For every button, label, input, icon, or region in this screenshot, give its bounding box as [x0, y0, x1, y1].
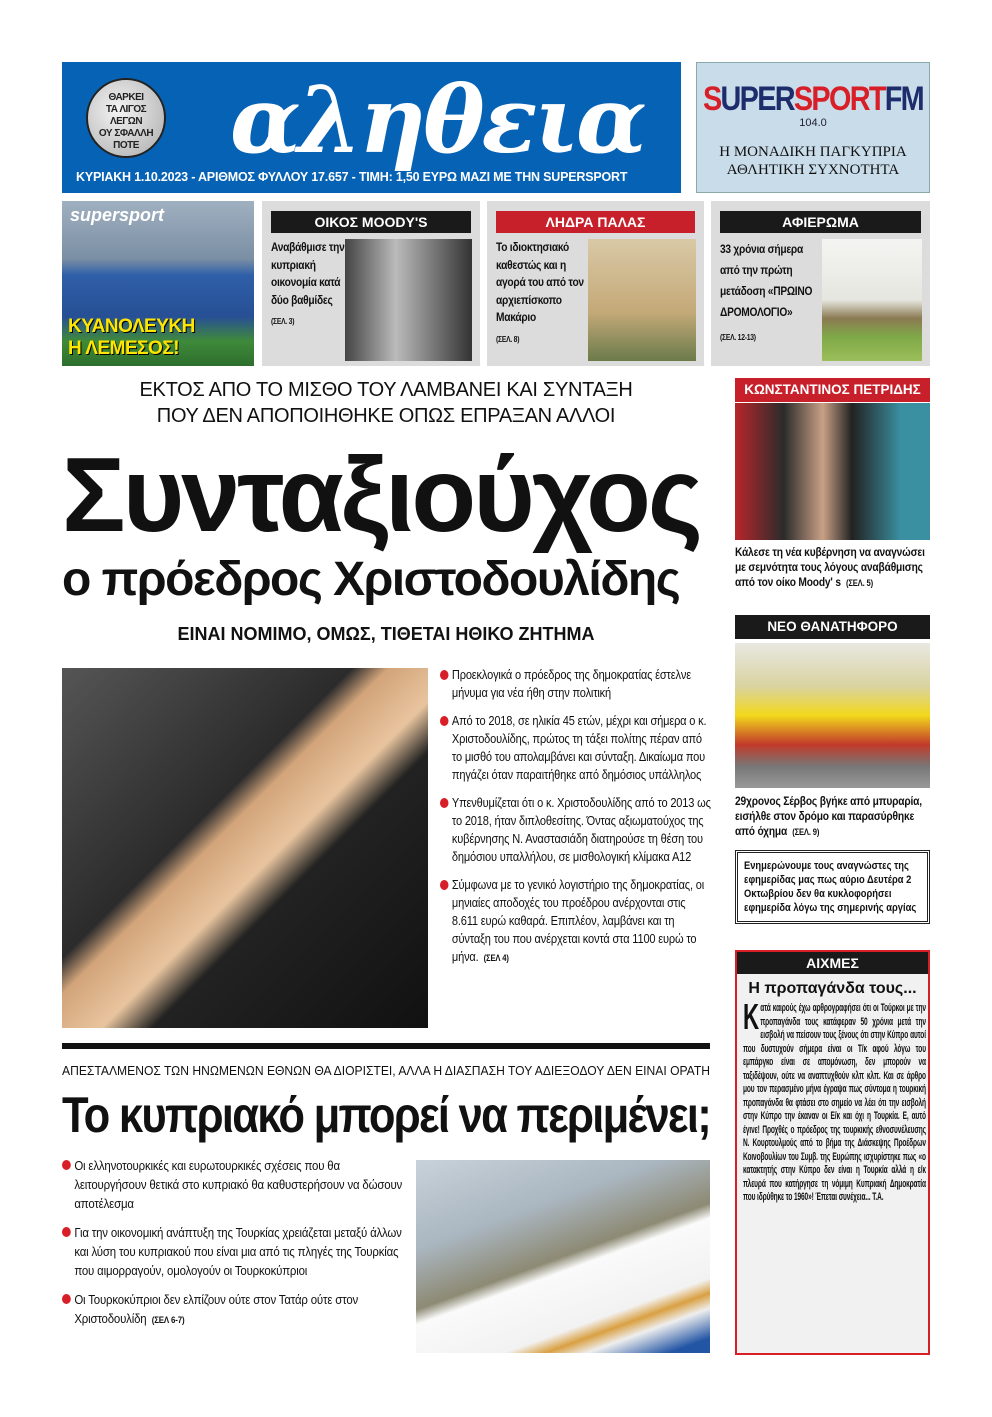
second-bullets: [62, 1156, 407, 1340]
dateline-wrap: [76, 170, 671, 184]
aixmes-column: [735, 950, 930, 1355]
second-kicker-wrap: [62, 1064, 710, 1078]
petridis-caption[interactable]: Κάλεσε τη νέα κυβέρνηση να αναγνώσει με σεμνότητα τους λόγους αναβάθμισης από τον οίκο Moody' s (ΣΕΛ. 5): [735, 545, 925, 589]
teaser-afieroma[interactable]: [711, 201, 930, 366]
supersport-fm-ad[interactable]: [696, 62, 930, 193]
president-photo: [62, 668, 428, 1028]
sport-teaser[interactable]: [62, 201, 254, 366]
radio-building-photo: [822, 239, 922, 361]
masthead: [62, 62, 681, 193]
teaser-header: ΑΦΙΕΡΩΜΑ: [720, 211, 921, 233]
column-title: Η προπαγάνδα τους...: [748, 980, 917, 997]
ad-brand-wrap: [703, 81, 923, 117]
second-kicker: ΑΠΕΣΤΑΛΜΕΝΟΣ ΤΩΝ ΗΝΩΜΕΝΩΝ ΕΘΝΩΝ ΘΑ ΔΙΟΡΙΣΤΕΙ, ΑΛΛΑ Η ΔΙΑΣΠΑΣΗ ΤΟΥ ΑΔΙΕΞΟΔΟΥ ΔΕΝ ΕΙΝΑΙ ΟΡΑΤΗ: [62, 1064, 710, 1078]
lead-bullets: [440, 666, 712, 977]
newspaper-logo-wrap: [230, 66, 670, 174]
second-headline[interactable]: Το κυπριακό μπορεί να περιμένει;: [62, 1087, 710, 1143]
divider: [62, 1043, 710, 1049]
teaser-text: Αναβάθμισε την κυπριακή οικονομία κατά δύο βαθμίδες (ΣΕΛ. 3): [271, 240, 345, 326]
column-title-wrap: [737, 980, 928, 998]
teaser-text: 33 χρόνια σήμερα από την πρώτη μετάδοση «ΠΡΩΙΝΟ ΔΡΟΜΟΛΟΓΙΟ» (ΣΕΛ. 12-13): [720, 242, 813, 342]
bullet-item: Από το 2018, σε ηλικία 45 ετών, μέχρι και σήμερα ο κ. Χριστοδουλίδης, πρώτος τη τάξει πολίτης πέραν από το μισθό του απολαμβάνει και σύνταξη. Δικαίωμα που πηγάζει όταν παραιτήθηκε από δημόσιος υπάλληλος: [440, 712, 712, 784]
dateline: ΚΥΡΙΑΚΗ 1.10.2023 - ΑΡΙΘΜΟΣ ΦΥΛΛΟΥ 17.657 - ΤΙΜΗ: 1,50 ΕΥΡΩ ΜΑΖΙ ΜΕ ΤΗΝ SUPERSPORT: [76, 170, 628, 184]
petridis-header-wrap: [735, 378, 930, 402]
column-header: ΑΙΧΜΕΣ: [737, 952, 928, 974]
fatal-header-wrap: [735, 615, 930, 639]
bullet-item: Προεκλογικά ο πρόεδρος της δημοκρατίας έστελνε μήνυμα για νέα ήθη στην πολιτική: [440, 666, 712, 702]
ad-tagline: Η ΜΟΝΑΔΙΚΗ ΠΑΓΚΥΠΡΙΑ ΑΘΛΗΤΙΚΗ ΣΥΧΝΟΤΗΤΑ: [719, 144, 907, 178]
bullet-item: Σύμφωνα με το γενικό λογιστήριο της δημοκρατίας, οι μηνιαίες αποδοχές του προέδρου ανέρχονται στις 8.611 ευρώ καθαρά. Επιπλέον, λαμβάνει και τη σύνταξη του που ανέρχεται κοντά στα 1100 ευρώ το μήνα. (ΣΕΛ 4): [440, 876, 712, 967]
bullet-item: Οι Τουρκοκύπριοι δεν ελπίζουν ούτε στον Τατάρ ούτε στον Χριστοδουλίδη (ΣΕΛ 6-7): [62, 1290, 407, 1330]
ad-brand: SUPERSPORTFM: [703, 80, 923, 118]
bullet-item: Υπενθυμίζεται ότι ο κ. Χριστοδουλίδης από το 2013 ως το 2018, ήταν διπλοθεσίτης. Όντας αξιωματούχος της κυβέρνησης Ν. Αναστασιάδη διατηρούσε τη θέση του δημόσιου υπαλλήλου, σε μισθολογική κλίμακα Α12: [440, 794, 712, 866]
lead-subheadline-wrap: [62, 552, 710, 608]
moodys-photo: [345, 239, 472, 361]
lead-deck: ΕΙΝΑΙ ΝΟΜΙΜΟ, ΟΜΩΣ, ΤΙΘΕΤΑΙ ΗΘΙΚΟ ΖΗΤΗΜΑ: [177, 624, 595, 644]
sport-caption: ΚΥΑΝΟΛΕΥΚΗ Η ΛΕΜΕΣΟΣ!: [68, 316, 195, 359]
notice-text: Ενημερώνουμε τους αναγνώστες της εφημερίδας μας πως αύριο Δευτέρα 2 Οκτωβρίου δεν θα κυκλοφορήσει εφημερίδα λόγω της σημερινής αργίας: [744, 860, 917, 914]
notice-box: [735, 850, 930, 924]
column-body: Κατά καιρούς έχω αρθρογραφήσει ότι οι Τούρκοι με την προπαγάνδα τους κατάφεραν 50 χρόνια μετά την εισβολή να πείσουν τους ξένους ότι στην Κύπρο αυτοί που δυστυχούν σήμερα είναι οι Τ/κ αφού λόγω του εμπάργκο είναι σε απομόνωση, δεν μπορούν να ταξιδέψουν, ούτε να αναπτυχθούν κλπ κλπ. Και σε άρθρο μου τον περασμένο μήνα έγραψα πως σύντομα η τουρκική προπαγάνδα θα φτάσει στο σημείο να λέει ότι την εισβολή στην Κύπρο την έκαναν οι Ε/κ και όχι η Τουρκία. Ε, αυτό έγινε! Προχθές ο πρόεδρος της τουρκικής εθνοσυνέλευσης Ν. Κουρτουλμούς από το βήμα της Διάσκεψης Προέδρων Κοινοβουλίων του Συμβ. της Ευρώπης ισχυρίστηκε πως «ο κατακτητής στην Κύπρο δεν είναι η Τουρκία αλλά η ε/κ πλευρά που κατήργησε τη νόμιμη Κυπριακή Δημοκρατία που ιδρύθηκε το 1960»! Έπεται συνέχεια... Τ.Α.: [743, 996, 926, 1203]
seal-logo: ΘΑΡΚΕΙ ΤΑ ΛΙΓΟΣ ΛΕΓΩΝ ΟΥ ΣΦΑΛΛΗ ΠΟΤΕ: [86, 78, 166, 158]
teaser-moodys[interactable]: [262, 201, 480, 366]
lead-kicker: ΕΚΤΟΣ ΑΠΟ ΤΟ ΜΙΣΘΟ ΤΟΥ ΛΑΜΒΑΝΕΙ ΚΑΙ ΣΥΝΤΑΞΗ ΠΟΥ ΔΕΝ ΑΠΟΠΟΙΗΘΗΚΕ ΟΠΩΣ ΕΠΡΑΞΑΝ ΑΛΛΟΙ: [139, 379, 633, 427]
ambulance-photo: [735, 643, 930, 788]
bullet-item: Οι ελληνοτουρκικές και ευρωτουρκικές σχέσεις που θα λειτουργήσουν θετικά στο κυπριακό θα καθυστερήσουν να δώσουν αποτέλεσμα: [62, 1156, 407, 1213]
teaser-header: ΟΙΚΟΣ MOODY'S: [271, 211, 471, 233]
lead-headline-wrap[interactable]: [62, 436, 722, 554]
ad-frequency: 104.0: [799, 117, 827, 129]
teaser-header: ΛΗΔΡΑ ΠΑΛΑΣ: [496, 211, 695, 233]
flags-photo: [416, 1160, 710, 1353]
teaser-text: Το ιδιοκτησιακό καθεστώς και η αγορά του από τον αρχιεπίσκοπο Μακάριο (ΣΕΛ. 8): [496, 240, 584, 344]
supersport-brand: supersport: [70, 205, 165, 225]
lead-headline[interactable]: Συνταξιούχος: [62, 436, 700, 554]
teaser-ledra-palace[interactable]: [487, 201, 704, 366]
newspaper-logo: αληθεια: [230, 66, 644, 174]
petridis-photo: [735, 403, 930, 540]
lead-deck-wrap: [62, 624, 710, 645]
second-headline-wrap[interactable]: [62, 1086, 710, 1144]
fatal-caption[interactable]: 29χρονος Σέρβος βγήκε από μπυραρία, εισήλθε στον δρόμο και παρασύρθηκε από όχημα (ΣΕΛ. 9): [735, 794, 922, 838]
ledra-palace-photo: [588, 239, 696, 361]
fatal-header: ΝΕΟ ΘΑΝΑΤΗΦΟΡΟ: [767, 619, 898, 634]
bullet-item: Για την οικονομική ανάπτυξη της Τουρκίας χρειάζεται μεταξύ άλλων και λύση του κυπριακού που είναι μια από τις πληγές της Τουρκίας που αιμορραγούν, ομολογούν οι Τουρκοκύπριοι: [62, 1223, 407, 1280]
lead-subheadline: ο πρόεδρος Χριστοδουλίδης: [62, 553, 680, 606]
petridis-header: ΚΩΝΣΤΑΝΤΙΝΟΣ ΠΕΤΡΙΔΗΣ: [744, 382, 921, 397]
